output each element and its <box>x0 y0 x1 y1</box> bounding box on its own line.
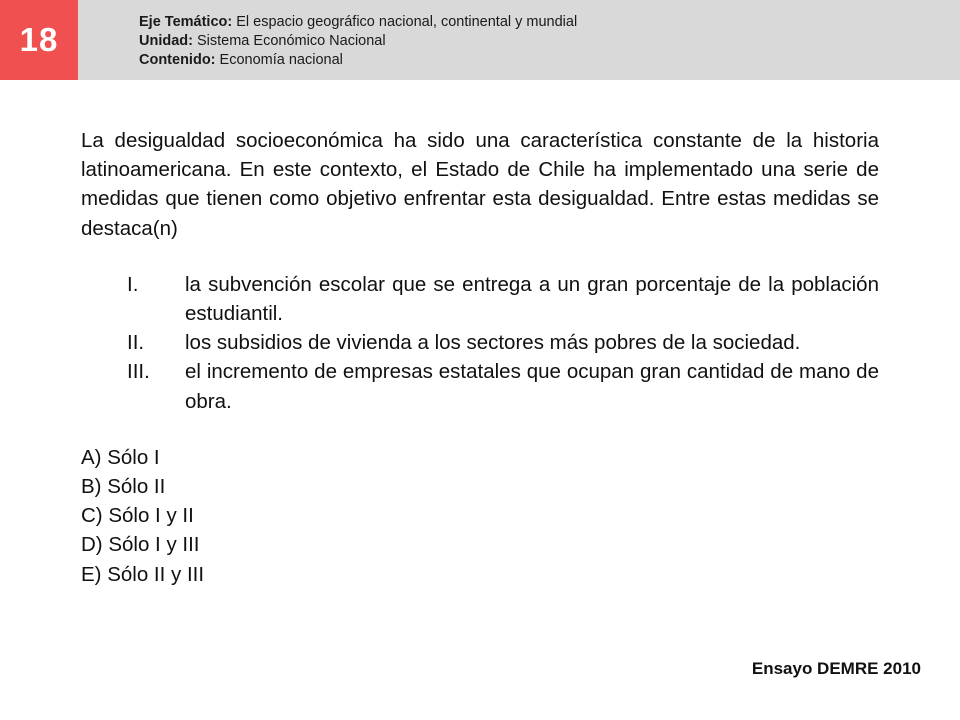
statement-numeral: II. <box>127 331 145 355</box>
answer-option-d[interactable]: D) Sólo I y III <box>81 533 200 557</box>
answer-option-c[interactable]: C) Sólo I y II <box>81 504 194 528</box>
statement-list <box>81 270 879 416</box>
meta-value: Economía nacional <box>215 52 343 68</box>
statement-item <box>81 357 879 415</box>
statement-item <box>81 328 879 357</box>
meta-row-eje <box>139 13 577 32</box>
meta-value: El espacio geográfico nacional, continental y mundial <box>232 14 578 30</box>
statement-text: la subvención escolar que se entrega a un gran porcentaje de la población estudiantil. <box>185 272 879 326</box>
question-metadata <box>139 13 577 70</box>
question-stem: La desigualdad socioeconómica ha sido una característica constante de la historia latinoamericana. En este contexto, el Estado de Chile ha implementado una serie de medidas que tienen como objetivo enfrentar esta desigualdad. Entre estas medidas se destaca(n) <box>81 129 879 240</box>
answer-option-e[interactable]: E) Sólo II y III <box>81 562 205 586</box>
answer-option-a[interactable]: A) Sólo I <box>81 445 160 469</box>
question-body <box>81 126 879 589</box>
meta-value: Sistema Económico Nacional <box>192 33 386 49</box>
statement-text: los subsidios de vivienda a los sectores más pobres de la sociedad. <box>185 331 801 355</box>
meta-row-contenido <box>139 51 577 70</box>
statement-numeral: I. <box>127 272 139 296</box>
answer-option-b[interactable]: B) Sólo II <box>81 475 166 499</box>
statement-numeral: III. <box>127 360 150 384</box>
meta-key: Eje Temático: <box>139 14 233 30</box>
answer-options <box>81 443 879 589</box>
meta-row-unidad <box>139 32 577 51</box>
statement-text: el incremento de empresas estatales que ocupan gran cantidad de mano de obra. <box>185 360 879 413</box>
meta-key: Unidad: <box>139 33 193 49</box>
meta-key: Contenido: <box>139 52 216 68</box>
question-number-badge: 18 <box>0 0 78 80</box>
statement-item <box>81 270 879 328</box>
header-bar <box>0 0 960 80</box>
source-label: Ensayo DEMRE 2010 <box>751 659 921 678</box>
